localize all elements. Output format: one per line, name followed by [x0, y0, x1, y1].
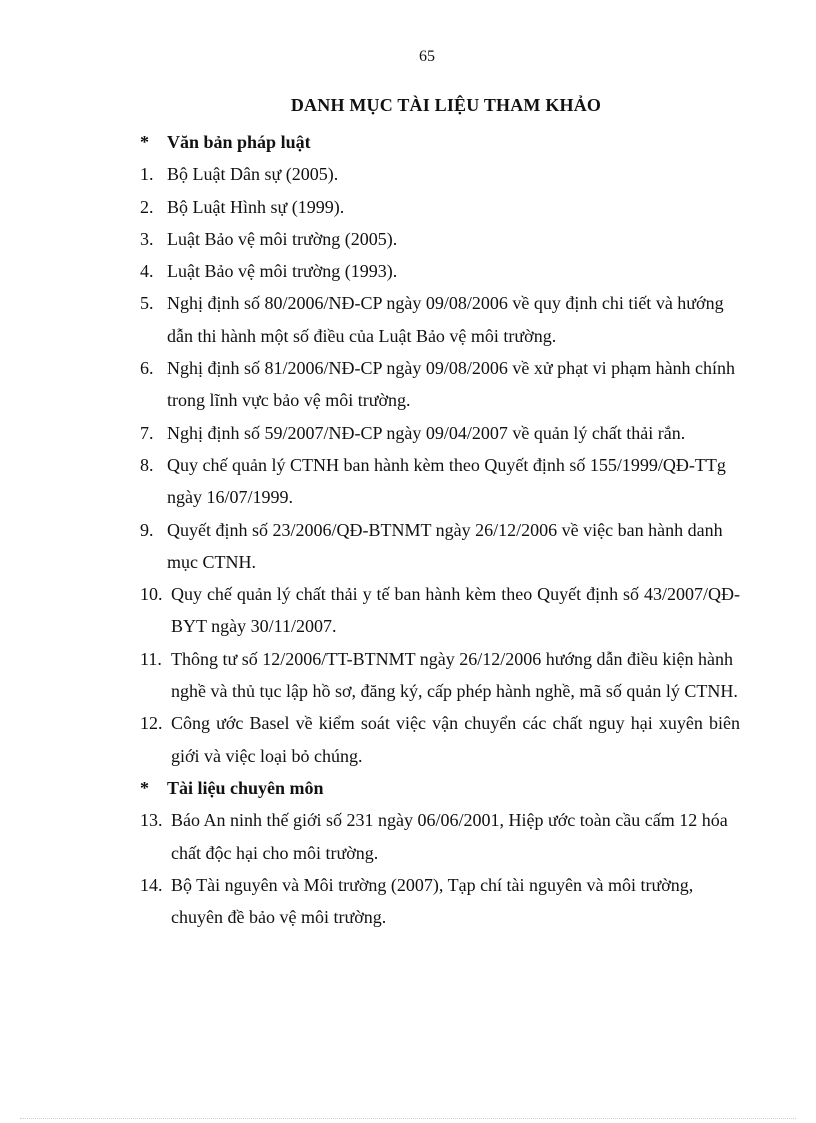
reference-number: 11.: [140, 648, 162, 669]
reference-item-14: [140, 869, 740, 934]
bullet-star-icon: *: [140, 777, 149, 798]
reference-item-12: [140, 707, 740, 772]
section-heading-text: Tài liệu chuyên môn: [167, 777, 324, 798]
reference-item-13: [140, 804, 740, 869]
reference-number: 3.: [140, 228, 154, 249]
reference-text: Nghị định số 80/2006/NĐ-CP ngày 09/08/2006 về quy định chi tiết và hướng dẫn thi hành một số điều của Luật Bảo vệ môi trường.: [167, 293, 724, 346]
reference-number: 2.: [140, 196, 154, 217]
reference-item-9: [140, 514, 740, 579]
reference-number: 13.: [140, 810, 163, 831]
page-bottom-divider: [20, 1118, 796, 1119]
reference-number: 14.: [140, 874, 163, 895]
reference-item-10: [140, 578, 740, 643]
reference-text: Bộ Tài nguyên và Môi trường (2007), Tạp chí tài nguyên và môi trường, chuyên đề bảo vệ môi trường.: [171, 874, 694, 928]
reference-item-6: [140, 352, 740, 417]
reference-item-5: [140, 287, 740, 352]
reference-text: Nghị định số 59/2007/NĐ-CP ngày 09/04/2007 về quản lý chất thải rắn.: [167, 422, 686, 443]
reference-text: Công ước Basel về kiểm soát việc vận chuyển các chất nguy hại xuyên biên giới và việc loại bỏ chúng.: [171, 713, 740, 766]
reference-text: Bộ Luật Hình sự (1999).: [167, 196, 345, 217]
reference-text: Quyết định số 23/2006/QĐ-BTNMT ngày 26/12/2006 về việc ban hành danh mục CTNH.: [167, 519, 723, 572]
reference-text: Báo An ninh thế giới số 231 ngày 06/06/2001, Hiệp ước toàn cầu cấm 12 hóa chất độc hại cho môi trường.: [171, 810, 728, 863]
reference-number: 6.: [140, 358, 154, 379]
reference-text: Luật Bảo vệ môi trường (1993).: [167, 261, 398, 282]
section-heading-legal-documents: [140, 126, 740, 158]
section-heading-text: Văn bản pháp luật: [167, 132, 311, 152]
reference-text: Luật Bảo vệ môi trường (2005).: [167, 228, 398, 249]
reference-text: Quy chế quản lý chất thải y tế ban hành kèm theo Quyết định số 43/2007/QĐ-BYT ngày 30/11/2007.: [171, 584, 740, 637]
reference-text: Quy chế quản lý CTNH ban hành kèm theo Quyết định số 155/1999/QĐ-TTg ngày 16/07/1999.: [167, 454, 726, 508]
reference-number: 10.: [140, 584, 163, 605]
reference-number: 4.: [140, 261, 154, 282]
reference-list: [140, 126, 740, 933]
reference-number: 9.: [140, 519, 154, 540]
reference-item-7: [140, 417, 740, 449]
reference-item-3: [140, 223, 740, 255]
bullet-star-icon: *: [140, 132, 149, 152]
reference-number: 5.: [140, 293, 154, 314]
reference-text: Bộ Luật Dân sự (2005).: [167, 164, 339, 185]
reference-item-8: [140, 449, 740, 514]
reference-number: 7.: [140, 422, 154, 443]
reference-number: 1.: [140, 164, 154, 185]
page-number: 65: [419, 48, 435, 65]
reference-item-11: [140, 643, 740, 708]
reference-text: Thông tư số 12/2006/TT-BTNMT ngày 26/12/2006 hướng dẫn điều kiện hành nghề và thủ tục lập hồ sơ, đăng ký, cấp phép hành nghề, mã số quản lý CTNH.: [171, 648, 738, 702]
page-title: DANH MỤC TÀI LIỆU THAM KHẢO: [290, 95, 602, 115]
reference-number: 8.: [140, 454, 154, 475]
reference-item-4: [140, 255, 740, 287]
reference-number: 12.: [140, 713, 163, 734]
section-heading-specialized-documents: [140, 772, 740, 804]
reference-text: Nghị định số 81/2006/NĐ-CP ngày 09/08/2006 về xử phạt vi phạm hành chính trong lĩnh vực bảo vệ môi trường.: [167, 358, 736, 411]
reference-item-2: [140, 191, 740, 223]
reference-item-1: [140, 158, 740, 190]
